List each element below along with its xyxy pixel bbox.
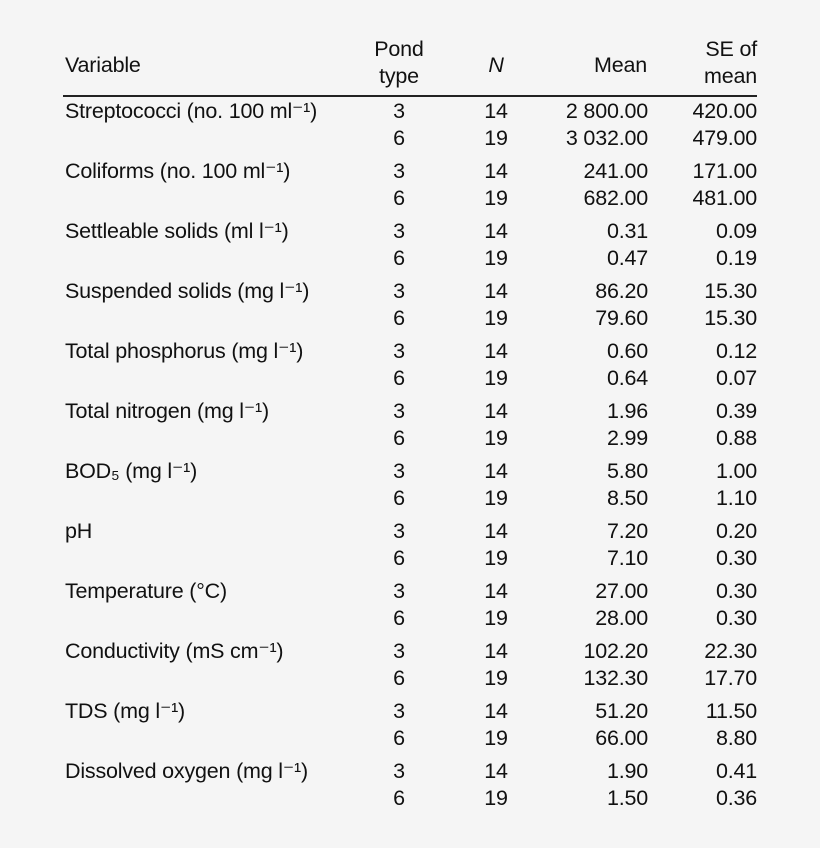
- cell-se: 479.00: [692, 126, 757, 150]
- cell-pond-type: 6: [393, 306, 405, 330]
- table-row: [63, 98, 757, 125]
- cell-n: 19: [484, 666, 508, 690]
- cell-n: 19: [484, 726, 508, 750]
- cell-se: 481.00: [692, 186, 757, 210]
- table-row: [63, 305, 757, 332]
- cell-se: 171.00: [692, 159, 757, 183]
- cell-se: 11.50: [705, 699, 757, 723]
- data-table: [63, 36, 757, 810]
- cell-pond-type: 6: [393, 726, 405, 750]
- header-pond-type: [367, 36, 431, 90]
- cell-variable: Suspended solids (mg l⁻¹): [65, 279, 310, 303]
- table-row-group: [63, 98, 757, 158]
- cell-mean: 102.20: [583, 639, 648, 663]
- table-row-group: [63, 458, 757, 518]
- cell-n: 14: [484, 339, 508, 363]
- cell-n: 14: [484, 219, 508, 243]
- cell-pond-type: 3: [393, 339, 405, 363]
- header-mean: Mean: [594, 53, 647, 77]
- cell-pond-type: 6: [393, 546, 405, 570]
- cell-pond-type: 3: [393, 219, 405, 243]
- cell-variable: Temperature (°C): [65, 579, 227, 603]
- table-row-group: [63, 758, 757, 818]
- cell-n: 14: [484, 279, 508, 303]
- cell-mean: 79.60: [595, 306, 648, 330]
- table-row-group: [63, 698, 757, 758]
- cell-pond-type: 3: [393, 579, 405, 603]
- table-row: [63, 485, 757, 512]
- cell-n: 19: [484, 546, 508, 570]
- cell-variable: TDS (mg l⁻¹): [65, 699, 186, 723]
- cell-n: 19: [484, 306, 508, 330]
- cell-se: 0.30: [715, 606, 757, 630]
- cell-pond-type: 3: [393, 519, 405, 543]
- cell-mean: 28.00: [595, 606, 648, 630]
- table-row: [63, 638, 757, 665]
- cell-mean: 3 032.00: [565, 126, 648, 150]
- cell-pond-type: 6: [393, 366, 405, 390]
- cell-pond-type: 3: [393, 699, 405, 723]
- cell-mean: 5.80: [606, 459, 648, 483]
- cell-n: 19: [484, 606, 508, 630]
- cell-variable: Coliforms (no. 100 ml⁻¹): [65, 159, 291, 183]
- cell-se: 1.10: [715, 486, 757, 510]
- header-se-line2: mean: [704, 64, 757, 88]
- cell-mean: 132.30: [583, 666, 648, 690]
- cell-se: 0.09: [715, 219, 757, 243]
- table-row-group: [63, 638, 757, 698]
- cell-mean: 7.20: [606, 519, 648, 543]
- table-row: [63, 185, 757, 212]
- cell-mean: 0.60: [606, 339, 648, 363]
- cell-pond-type: 3: [393, 279, 405, 303]
- cell-mean: 51.20: [595, 699, 648, 723]
- cell-mean: 7.10: [606, 546, 648, 570]
- cell-se: 0.30: [715, 546, 757, 570]
- cell-se: 17.70: [704, 666, 757, 690]
- cell-pond-type: 3: [393, 759, 405, 783]
- cell-se: 1.00: [715, 459, 757, 483]
- table-row-group: [63, 398, 757, 458]
- header-pond-type-line2: type: [379, 64, 419, 88]
- cell-pond-type: 6: [393, 606, 405, 630]
- table-row-group: [63, 518, 757, 578]
- cell-se: 15.30: [704, 306, 757, 330]
- cell-mean: 1.50: [606, 786, 648, 810]
- cell-n: 19: [484, 186, 508, 210]
- cell-n: 14: [484, 759, 508, 783]
- cell-variable: Dissolved oxygen (mg l⁻¹): [65, 759, 308, 783]
- cell-se: 0.39: [715, 399, 757, 423]
- cell-mean: 8.50: [606, 486, 648, 510]
- cell-n: 14: [484, 99, 508, 123]
- table-row: [63, 578, 757, 605]
- cell-se: 8.80: [715, 726, 757, 750]
- table-row: [63, 245, 757, 272]
- table-row: [63, 785, 757, 812]
- cell-variable: Streptococci (no. 100 ml⁻¹): [65, 99, 318, 123]
- cell-se: 0.36: [715, 786, 757, 810]
- cell-se: 0.88: [715, 426, 757, 450]
- cell-n: 14: [484, 579, 508, 603]
- header-pond-type-line1: Pond: [374, 37, 424, 61]
- cell-se: 15.30: [704, 279, 757, 303]
- cell-n: 14: [484, 519, 508, 543]
- table-row: [63, 758, 757, 785]
- cell-se: 0.20: [715, 519, 757, 543]
- table-row: [63, 125, 757, 152]
- cell-se: 0.12: [715, 339, 757, 363]
- cell-n: 14: [484, 159, 508, 183]
- cell-pond-type: 6: [393, 126, 405, 150]
- table-row-group: [63, 218, 757, 278]
- table-row-group: [63, 278, 757, 338]
- table-row: [63, 425, 757, 452]
- cell-n: 14: [484, 699, 508, 723]
- cell-se: 0.07: [715, 366, 757, 390]
- cell-n: 19: [484, 366, 508, 390]
- header-se-line1: SE of: [705, 37, 757, 61]
- cell-se: 22.30: [704, 639, 757, 663]
- cell-mean: 1.90: [606, 759, 648, 783]
- cell-pond-type: 6: [393, 186, 405, 210]
- cell-variable: Total nitrogen (mg l⁻¹): [65, 399, 269, 423]
- table-row: [63, 398, 757, 425]
- table-header: [63, 36, 757, 94]
- cell-variable: Conductivity (mS cm⁻¹): [65, 639, 284, 663]
- cell-n: 19: [484, 486, 508, 510]
- cell-mean: 0.47: [606, 246, 648, 270]
- cell-pond-type: 3: [393, 639, 405, 663]
- table-row: [63, 458, 757, 485]
- table-row: [63, 545, 757, 572]
- cell-variable: BOD₅ (mg l⁻¹): [65, 459, 198, 483]
- cell-variable: Total phosphorus (mg l⁻¹): [65, 339, 304, 363]
- cell-mean: 2 800.00: [565, 99, 648, 123]
- cell-n: 19: [484, 246, 508, 270]
- cell-pond-type: 3: [393, 99, 405, 123]
- cell-se: 420.00: [692, 99, 757, 123]
- cell-n: 19: [484, 126, 508, 150]
- cell-mean: 682.00: [583, 186, 648, 210]
- cell-n: 14: [484, 639, 508, 663]
- cell-pond-type: 6: [393, 786, 405, 810]
- cell-pond-type: 3: [393, 159, 405, 183]
- cell-pond-type: 3: [393, 459, 405, 483]
- table-row-group: [63, 578, 757, 638]
- cell-mean: 241.00: [583, 159, 648, 183]
- cell-pond-type: 3: [393, 399, 405, 423]
- table-row-group: [63, 158, 757, 218]
- header-rule: [63, 95, 757, 97]
- cell-mean: 2.99: [606, 426, 648, 450]
- cell-mean: 1.96: [606, 399, 648, 423]
- table-row: [63, 665, 757, 692]
- header-n: N: [488, 53, 504, 77]
- cell-pond-type: 6: [393, 246, 405, 270]
- cell-mean: 0.64: [606, 366, 648, 390]
- cell-mean: 66.00: [595, 726, 648, 750]
- table-row: [63, 218, 757, 245]
- table-row: [63, 278, 757, 305]
- cell-pond-type: 6: [393, 666, 405, 690]
- table-body: [63, 98, 757, 818]
- table-row-group: [63, 338, 757, 398]
- cell-variable: pH: [65, 519, 93, 543]
- header-se-of-mean: [657, 36, 757, 90]
- cell-se: 0.30: [715, 579, 757, 603]
- cell-n: 14: [484, 399, 508, 423]
- cell-mean: 0.31: [606, 219, 648, 243]
- cell-mean: 27.00: [595, 579, 648, 603]
- table-row: [63, 725, 757, 752]
- table-row: [63, 605, 757, 632]
- cell-n: 19: [484, 426, 508, 450]
- cell-se: 0.41: [715, 759, 757, 783]
- cell-mean: 86.20: [595, 279, 648, 303]
- table-row: [63, 338, 757, 365]
- cell-n: 14: [484, 459, 508, 483]
- table-row: [63, 518, 757, 545]
- table-row: [63, 158, 757, 185]
- cell-se: 0.19: [715, 246, 757, 270]
- header-variable: Variable: [65, 53, 141, 77]
- cell-n: 19: [484, 786, 508, 810]
- table-row: [63, 365, 757, 392]
- cell-pond-type: 6: [393, 426, 405, 450]
- table-row: [63, 698, 757, 725]
- cell-variable: Settleable solids (ml l⁻¹): [65, 219, 289, 243]
- cell-pond-type: 6: [393, 486, 405, 510]
